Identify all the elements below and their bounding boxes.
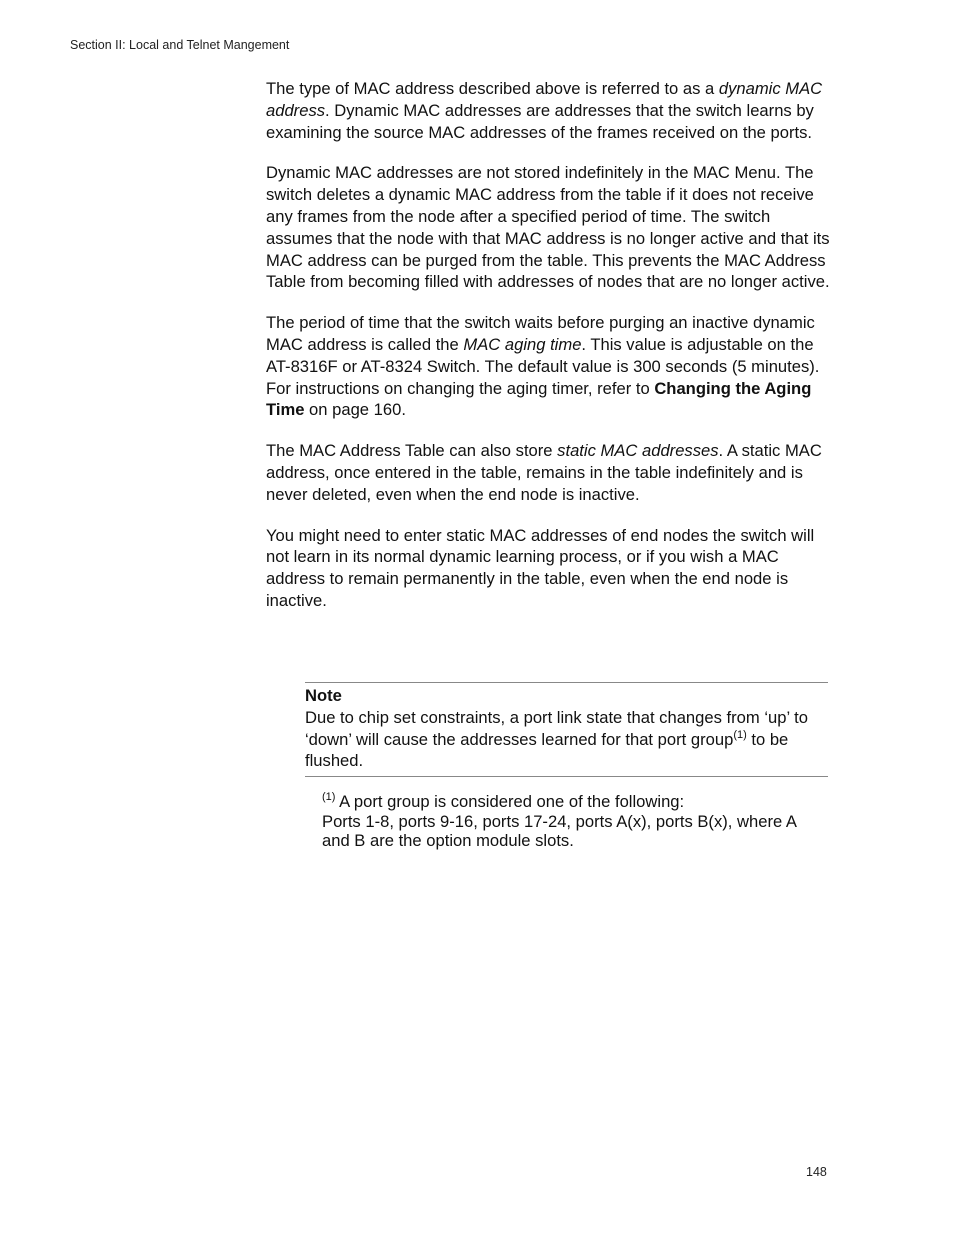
- paragraph-aging-time: [266, 312, 832, 421]
- note-box: [305, 682, 828, 777]
- running-header: Section II: Local and Telnet Mangement: [70, 38, 290, 52]
- text-run: . Dynamic MAC addresses are addresses that the switch learns by examining the source MAC addresses of the frames received on the ports.: [266, 100, 814, 142]
- note-text-end: to be flushed.: [305, 729, 789, 771]
- text-run: The period of time that the switch waits before purging an inactive dynamic MAC address is called the: [266, 313, 815, 354]
- paragraph-enter-static: You might need to enter static MAC addresses of end nodes the switch will not learn in its normal dynamic learning process, or if you wish a MAC address to remain permanently in the table, even when the end node is inactive.: [266, 525, 815, 610]
- text-run: on page 160.: [304, 400, 406, 420]
- body-text: [266, 78, 832, 631]
- footnote-marker: (1): [733, 728, 747, 741]
- term-mac-aging-time: MAC aging time: [463, 334, 582, 354]
- footnote: [322, 792, 822, 851]
- text-run: The MAC Address Table can also store: [266, 441, 558, 461]
- footnote-text: A port group is considered one of the following:: [335, 792, 685, 811]
- cross-reference-link[interactable]: Changing the Aging Time: [266, 378, 812, 420]
- text-run: The type of MAC address described above is referred to as a: [266, 79, 719, 98]
- term-dynamic-mac: dynamic MAC address: [266, 79, 823, 120]
- term-static-mac: static MAC addresses: [557, 441, 719, 461]
- text-run: . This value is adjustable on the AT-8316F or AT-8324 Switch. The default value is 300 seconds (5 minutes). For instructions on changing the aging timer, refer to: [266, 334, 820, 398]
- footnote-detail: Ports 1-8, ports 9-16, ports 17-24, ports A(x), ports B(x), where A and B are the option module slots.: [322, 811, 797, 850]
- paragraph-static-mac: [266, 440, 832, 505]
- note-title: Note: [305, 686, 342, 705]
- footnote-marker: (1): [322, 791, 336, 803]
- footnote-line: [322, 792, 822, 812]
- note-text: Due to chip set constraints, a port link state that changes from ‘up’ to ‘down’ will cause the addresses learned for that port group: [305, 707, 808, 749]
- page-number: 148: [806, 1165, 827, 1179]
- text-run: . A static MAC address, once entered in the table, remains in the table indefinitely and is never deleted, even when the end node is inactive.: [266, 441, 822, 504]
- paragraph-dynamic-mac: [266, 78, 832, 143]
- paragraph-not-stored: Dynamic MAC addresses are not stored indefinitely in the MAC Menu. The switch deletes a dynamic MAC address from the table if it does not receive any frames from the node after a specified period of time. The switch assumes that the node with that MAC address is no longer active and that its MAC address can be purged from the table. This prevents the MAC Address Table from becoming filled with addresses of nodes that are no longer active.: [266, 163, 830, 292]
